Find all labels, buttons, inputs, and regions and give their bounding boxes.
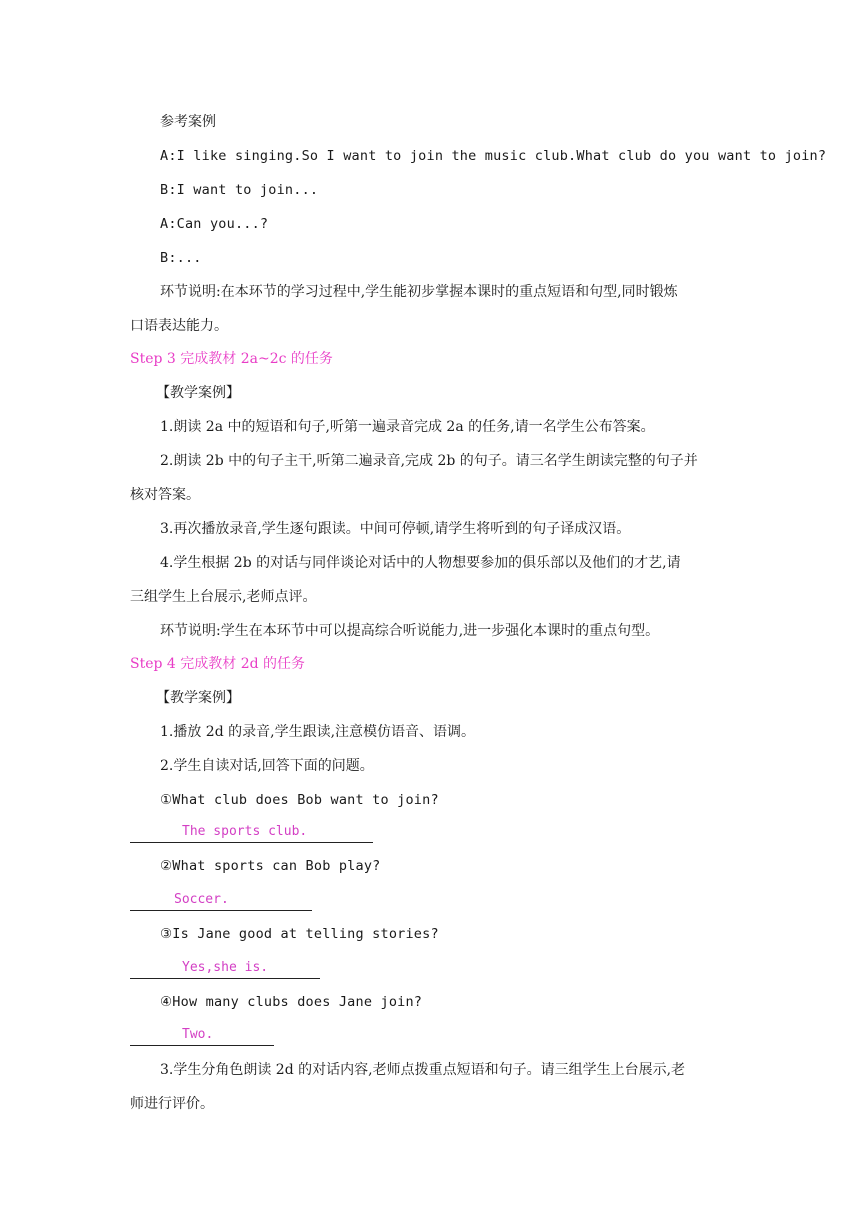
answer-3: Yes,she is. <box>182 960 269 975</box>
step4-item-2: 2.学生自读对话,回答下面的问题。 <box>160 758 374 774</box>
step3-item-2b: 核对答案。 <box>130 487 200 503</box>
answer-4: Two. <box>182 1027 214 1042</box>
ref-case-heading: 参考案例 <box>160 114 216 130</box>
question-4: ④How many clubs does Jane join? <box>160 994 423 1010</box>
note-paragraph-1b: 口语表达能力。 <box>130 318 228 334</box>
teaching-case-heading-4: 【教学案例】 <box>156 690 240 706</box>
note-paragraph-2: 环节说明:学生在本环节中可以提高综合听说能力,进一步强化本课时的重点句型。 <box>160 623 660 639</box>
dialog-line-a2: A:Can you...? <box>160 216 269 232</box>
dialog-line-b1: B:I want to join... <box>160 182 319 198</box>
question-3: ③Is Jane good at telling stories? <box>160 926 439 942</box>
answer-blank-4 <box>130 1024 274 1046</box>
answer-2: Soccer. <box>174 892 229 907</box>
question-2: ②What sports can Bob play? <box>160 858 381 874</box>
step4-item-3b: 师进行评价。 <box>130 1096 214 1112</box>
answer-blank-3 <box>130 957 320 979</box>
step3-item-4a: 4.学生根据 2b 的对话与同伴谈论对话中的人物想要参加的俱乐部以及他们的才艺,请 <box>160 555 681 571</box>
step4-item-1: 1.播放 2d 的录音,学生跟读,注意模仿语音、语调。 <box>160 724 476 740</box>
step3-item-4b: 三组学生上台展示,老师点评。 <box>130 589 317 605</box>
teaching-case-heading-3: 【教学案例】 <box>156 385 240 401</box>
answer-1: The sports club. <box>182 824 308 839</box>
step3-item-1: 1.朗读 2a 中的短语和句子,听第一遍录音完成 2a 的任务,请一名学生公布答案。 <box>160 419 655 435</box>
note-paragraph-1a: 环节说明:在本环节的学习过程中,学生能初步掌握本课时的重点短语和句型,同时锻炼 <box>160 284 678 300</box>
step3-item-2a: 2.朗读 2b 中的句子主干,听第二遍录音,完成 2b 的句子。请三名学生朗读完整的句子并 <box>160 453 698 469</box>
dialog-line-b2: B:... <box>160 250 202 266</box>
answer-blank-2 <box>130 889 312 911</box>
question-1: ①What club does Bob want to join? <box>160 792 439 808</box>
step-3-heading: Step 3 完成教材 2a~2c 的任务 <box>130 351 333 367</box>
step3-item-3: 3.再次播放录音,学生逐句跟读。中间可停顿,请学生将听到的句子译成汉语。 <box>160 521 631 537</box>
step-4-heading: Step 4 完成教材 2d 的任务 <box>130 656 306 672</box>
answer-blank-1 <box>130 821 373 843</box>
dialog-line-a1: A:I like singing.So I want to join the music club.What club do you want to join? <box>160 148 827 164</box>
step4-item-3a: 3.学生分角色朗读 2d 的对话内容,老师点拨重点短语和句子。请三组学生上台展示,老 <box>160 1062 686 1078</box>
